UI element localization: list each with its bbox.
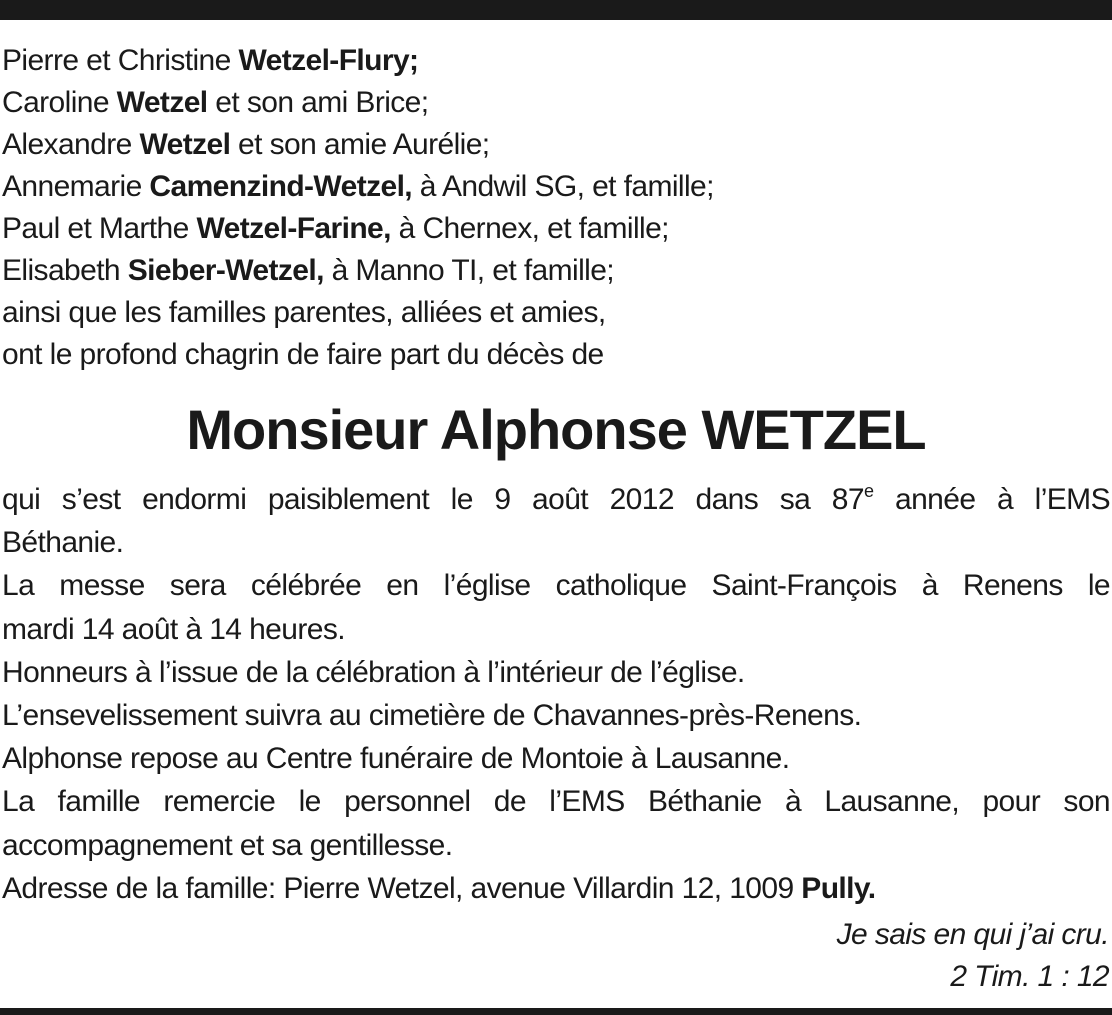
family-line: Pierre et Christine Wetzel-Flury; [2, 44, 419, 77]
verse-quote: Je sais en qui j’ai cru. [836, 918, 1109, 951]
thanks-line-1: La famille remercie le personnel de l’EMS Béthanie à Lausanne, pour son [2, 785, 1110, 819]
family-list [2, 40, 1110, 376]
passing-line-1: qui s’est endormi paisiblement le 9 août 2012 dans sa 87e année à l’EMS [2, 481, 1110, 516]
bottom-rule [0, 1008, 1112, 1015]
verse-reference: 2 Tim. 1 : 12 [950, 960, 1109, 993]
family-line: Paul et Marthe Wetzel-Farine, à Chernex, et famille; [2, 212, 669, 245]
family-line: Annemarie Camenzind-Wetzel, à Andwil SG, et famille; [2, 170, 714, 203]
top-rule [0, 0, 1112, 20]
address-line: Adresse de la famille: Pierre Wetzel, avenue Villardin 12, 1009 Pully. [2, 871, 876, 905]
family-line: ainsi que les familles parentes, alliées et amies, [2, 296, 606, 329]
rest-line: Alphonse repose au Centre funéraire de Montoie à Lausanne. [2, 742, 790, 776]
honours-line: Honneurs à l’issue de la célébration à l’intérieur de l’église. [2, 655, 745, 689]
mass-line-1: La messe sera célébrée en l’église catholique Saint-François à Renens le [2, 569, 1110, 603]
mass-line-2: mardi 14 août à 14 heures. [2, 612, 345, 646]
bible-verse [837, 914, 1109, 998]
notice-body [2, 478, 1110, 910]
family-line: Elisabeth Sieber-Wetzel, à Manno TI, et famille; [2, 254, 615, 287]
thanks-line-2: accompagnement et sa gentillesse. [2, 828, 453, 862]
deceased-name: Monsieur Alphonse WETZEL [186, 398, 926, 461]
family-line: Caroline Wetzel et son ami Brice; [2, 86, 429, 119]
burial-line: L’ensevelissement suivra au cimetière de Chavannes-près-Renens. [2, 698, 862, 732]
passing-line-2: Béthanie. [2, 526, 124, 560]
announcement-line: ont le profond chagrin de faire part du décès de [2, 338, 604, 371]
family-line: Alexandre Wetzel et son amie Aurélie; [2, 128, 490, 161]
